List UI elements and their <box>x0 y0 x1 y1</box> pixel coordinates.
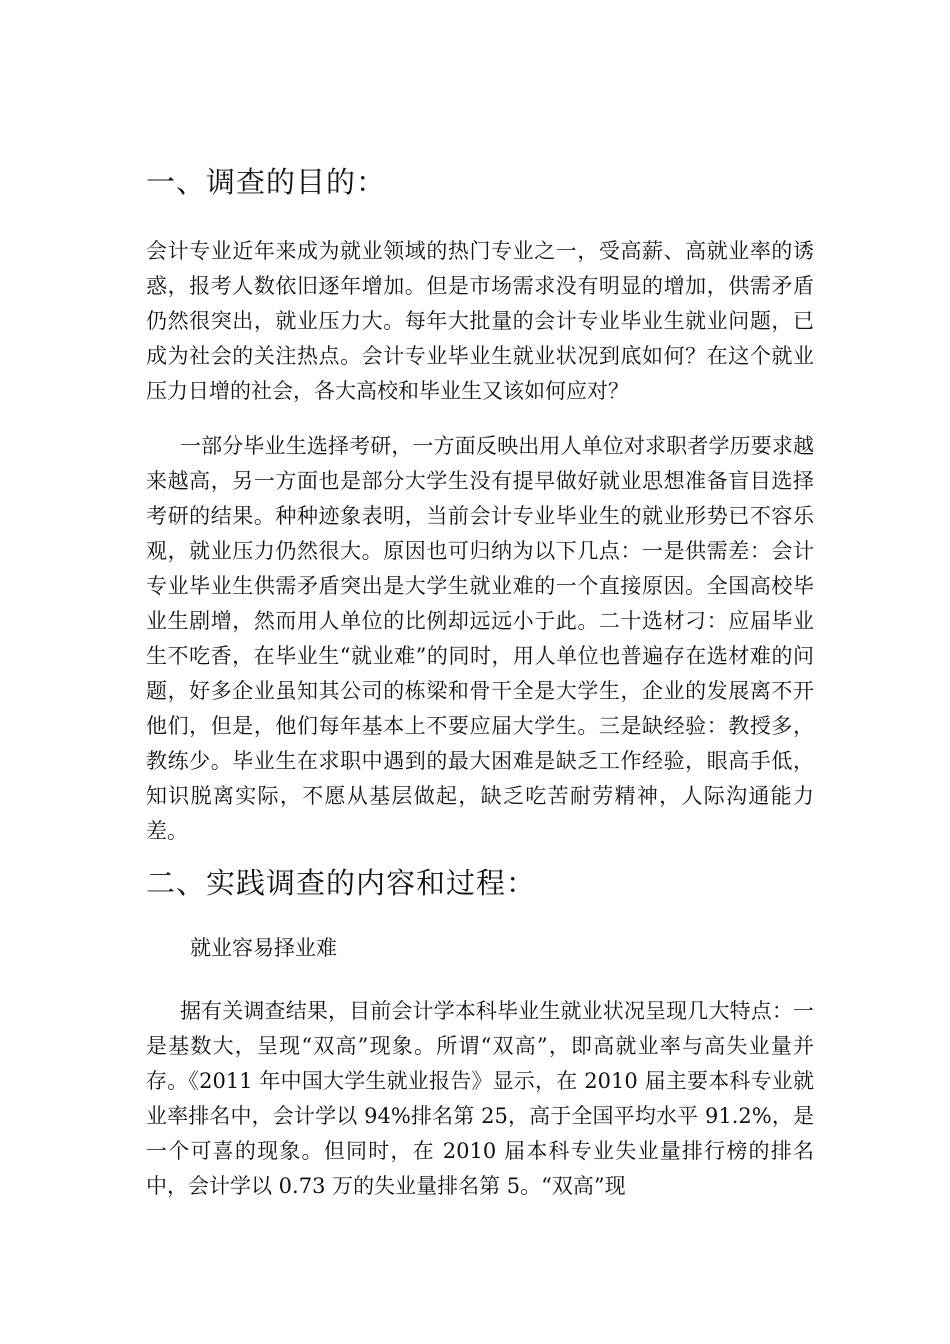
section-1-paragraph-2: 一部分毕业生选择考研，一方面反映出用人单位对求职者学历要求越来越高，另一方面也是部分大学生没有提早做好就业思想准备盲目选择考研的结果。种种迹象表明，当前会计专业毕业生的就业形势已不容乐观，就业压力仍然很大。原因也可归纳为以下几点：一是供需差：会计专业毕业生供需矛盾突出是大学生就业难的一个直接原因。全国高校毕业生剧增，然而用人单位的比例却远远小于此。二十选材刁：应届毕业生不吃香，在毕业生“就业难”的同时，用人单位也普遍存在选材难的问题，好多企业虽知其公司的栋梁和骨干全是大学生，企业的发展离不开他们，但是，他们每年基本上不要应届大学生。三是缺经验：教授多，教练少。毕业生在求职中遇到的最大困难是缺乏工作经验，眼高手低，知识脱离实际，不愿从基层做起，缺乏吃苦耐劳精神，人际沟通能力差。 <box>146 434 814 843</box>
section-1-paragraph-1: 会计专业近年来成为就业领域的热门专业之一，受高薪、高就业率的诱惑，报考人数依旧逐年增加。但是市场需求没有明显的增加，供需矛盾仍然很突出，就业压力大。每年大批量的会计专业毕业生就业问题，已成为社会的关注热点。会计专业毕业生就业状况到底如何？在这个就业压力日增的社会，各大高校和毕业生又该如何应对？ <box>146 239 814 403</box>
section-2-heading: 二、实践调查的内容和过程： <box>146 866 537 900</box>
section-2-subheading: 就业容易择业难 <box>190 936 337 960</box>
document-page <box>146 160 814 1204</box>
section-1-heading: 一、调查的目的： <box>146 165 387 199</box>
section-2-paragraph-1: 据有关调查结果，目前会计学本科毕业生就业状况呈现几大特点：一是基数大，呈现“双高”现象。所谓“双高”，即高就业率与高失业量并存。《2011 年中国大学生就业报告》显示，在 2010 届主要本科专业就业率排名中，会计学以 94%排名第 25，高于全国平均水平 91.2%，是一个可喜的现象。但同时，在 2010 届本科专业失业量排行榜的排名中，会计学以 0.73 万的失业量排名第 5。“双高”现 <box>146 999 814 1198</box>
